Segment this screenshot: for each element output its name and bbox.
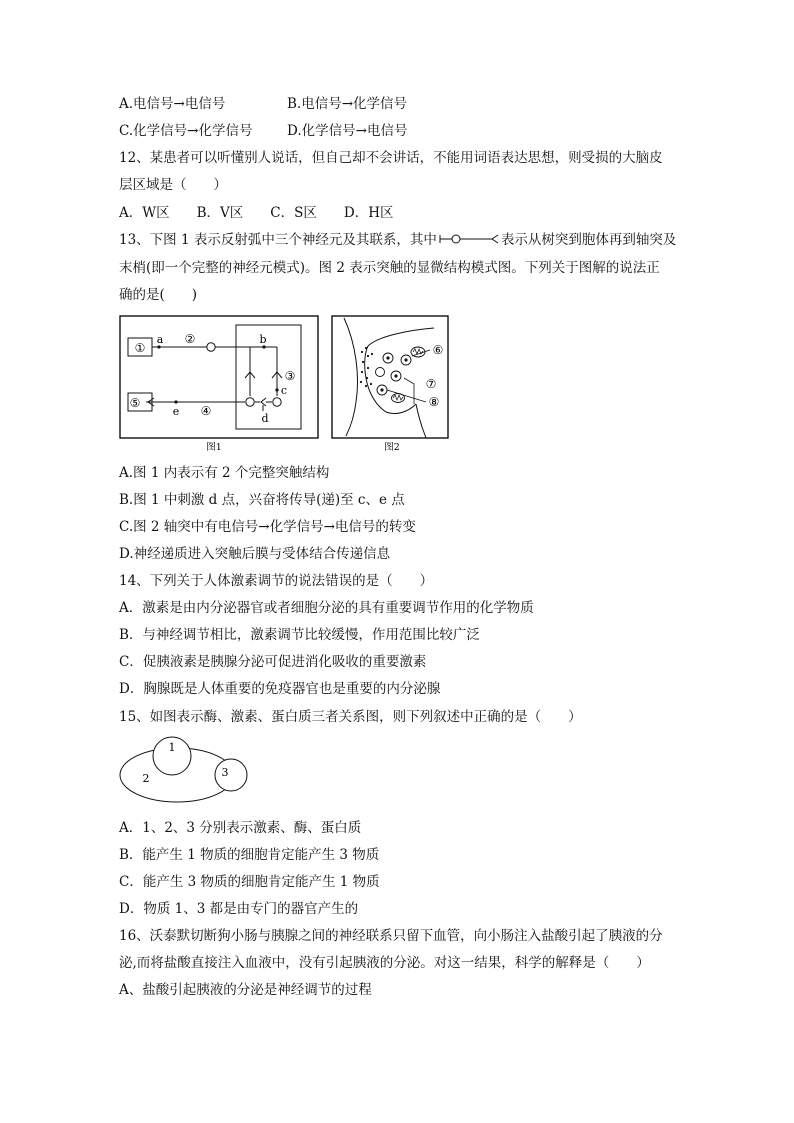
q15-option-a: A．1、2、3 分别表示激素、酶、蛋白质 [119, 820, 362, 836]
venn-label-2: 2 [142, 772, 150, 785]
q15-stem: 15、如图表示酶、激素、蛋白质三者关系图，则下列叙述中正确的是（ ） [119, 709, 582, 725]
fig1-label-2: ② [184, 332, 196, 346]
q14-option-a: A．激素是由内分泌器官或者细胞分泌的具有重要调节作用的化学物质 [119, 600, 534, 616]
q13-stem-part-a: 13、下图 1 表示反射弧中三个神经元及其联系，其中 [119, 232, 437, 248]
fig1-label-d: d [261, 412, 269, 425]
fig1-label-a: a [156, 333, 164, 346]
figure-1-reflex-arc [118, 314, 322, 454]
q13-stem-part-b: 表示从树突到胞体再到轴突及 [500, 232, 677, 248]
fig1-label-1: ① [134, 341, 146, 355]
fig2-caption: 图2 [384, 442, 400, 453]
q13-option-a: A.图 1 内表示有 2 个完整突触结构 [119, 465, 330, 481]
q13-stem-line3: 确的是( ) [119, 287, 198, 303]
figure-q15-venn [118, 735, 252, 807]
q12-stem-line2: 层区域是（ ） [119, 177, 227, 193]
venn-label-3: 3 [221, 766, 229, 779]
q16-option-a: A、盐酸引起胰液的分泌是神经调节的过程 [119, 982, 372, 998]
fig1-label-4: ④ [200, 404, 212, 418]
q16-stem-line2: 泌,而将盐酸直接注入血液中，没有引起胰液的分泌。对这一结果，科学的解释是（ ） [119, 955, 650, 971]
fig2-label-7: ⑦ [425, 377, 437, 391]
q14-stem: 14、下列关于人体激素调节的说法错误的是（ ） [119, 573, 434, 589]
q13-option-c: C.图 2 轴突中有电信号→化学信号→电信号的转变 [119, 519, 416, 535]
q11-option-b: B.电信号→化学信号 [287, 96, 408, 112]
figure-2-synapse [330, 314, 454, 454]
q14-option-c: C．促胰液素是胰腺分泌可促进消化吸收的重要激素 [119, 654, 427, 670]
fig1-label-e: e [172, 405, 180, 418]
q15-option-b: B．能产生 1 物质的细胞肯定能产生 3 物质 [119, 847, 380, 863]
fig1-caption: 图1 [206, 442, 222, 453]
q13-option-b: B.图 1 中刺激 d 点，兴奋将传导(递)至 c、e 点 [119, 492, 405, 508]
q11-option-a: A.电信号→电信号 [119, 96, 226, 112]
q14-option-b: B．与神经调节相比，激素调节比较缓慢，作用范围比较广泛 [119, 627, 480, 643]
q11-option-d: D.化学信号→电信号 [287, 123, 408, 139]
q12-options: A．W区 B．V区 C．S区 D．H区 [119, 205, 394, 221]
fig2-label-8: ⑧ [428, 395, 440, 409]
venn-label-1: 1 [168, 741, 176, 754]
fig2-label-6: ⑥ [432, 343, 444, 357]
neuron-symbol-icon [438, 233, 500, 245]
fig1-label-3: ③ [284, 369, 296, 383]
q13-option-d: D.神经递质进入突触后膜与受体结合传递信息 [119, 546, 391, 562]
q15-option-c: C．能产生 3 物质的细胞肯定能产生 1 物质 [119, 874, 380, 890]
q12-stem-line1: 12、某患者可以听懂别人说话，但自己却不会讲话，不能用词语表达思想，则受损的大脑皮 [119, 150, 663, 166]
q16-stem-line1: 16、沃泰默切断狗小肠与胰腺之间的神经联系只留下血管，向小肠注入盐酸引起了胰液的分 [119, 928, 663, 944]
q13-stem-line2: 末梢(即一个完整的神经元模式)。图 2 表示突触的显微结构模式图。下列关于图解的说法正 [119, 260, 660, 276]
q14-option-d: D．胸腺既是人体重要的免疫器官也是重要的内分泌腺 [119, 681, 441, 697]
fig1-label-5: ⑤ [129, 396, 141, 410]
fig1-label-b: b [259, 333, 267, 346]
q11-option-c: C.化学信号→化学信号 [119, 123, 253, 139]
fig1-label-c: c [280, 384, 288, 397]
q15-option-d: D．物质 1、3 都是由专门的器官产生的 [119, 901, 359, 917]
q13-stem-line1 [119, 231, 676, 249]
